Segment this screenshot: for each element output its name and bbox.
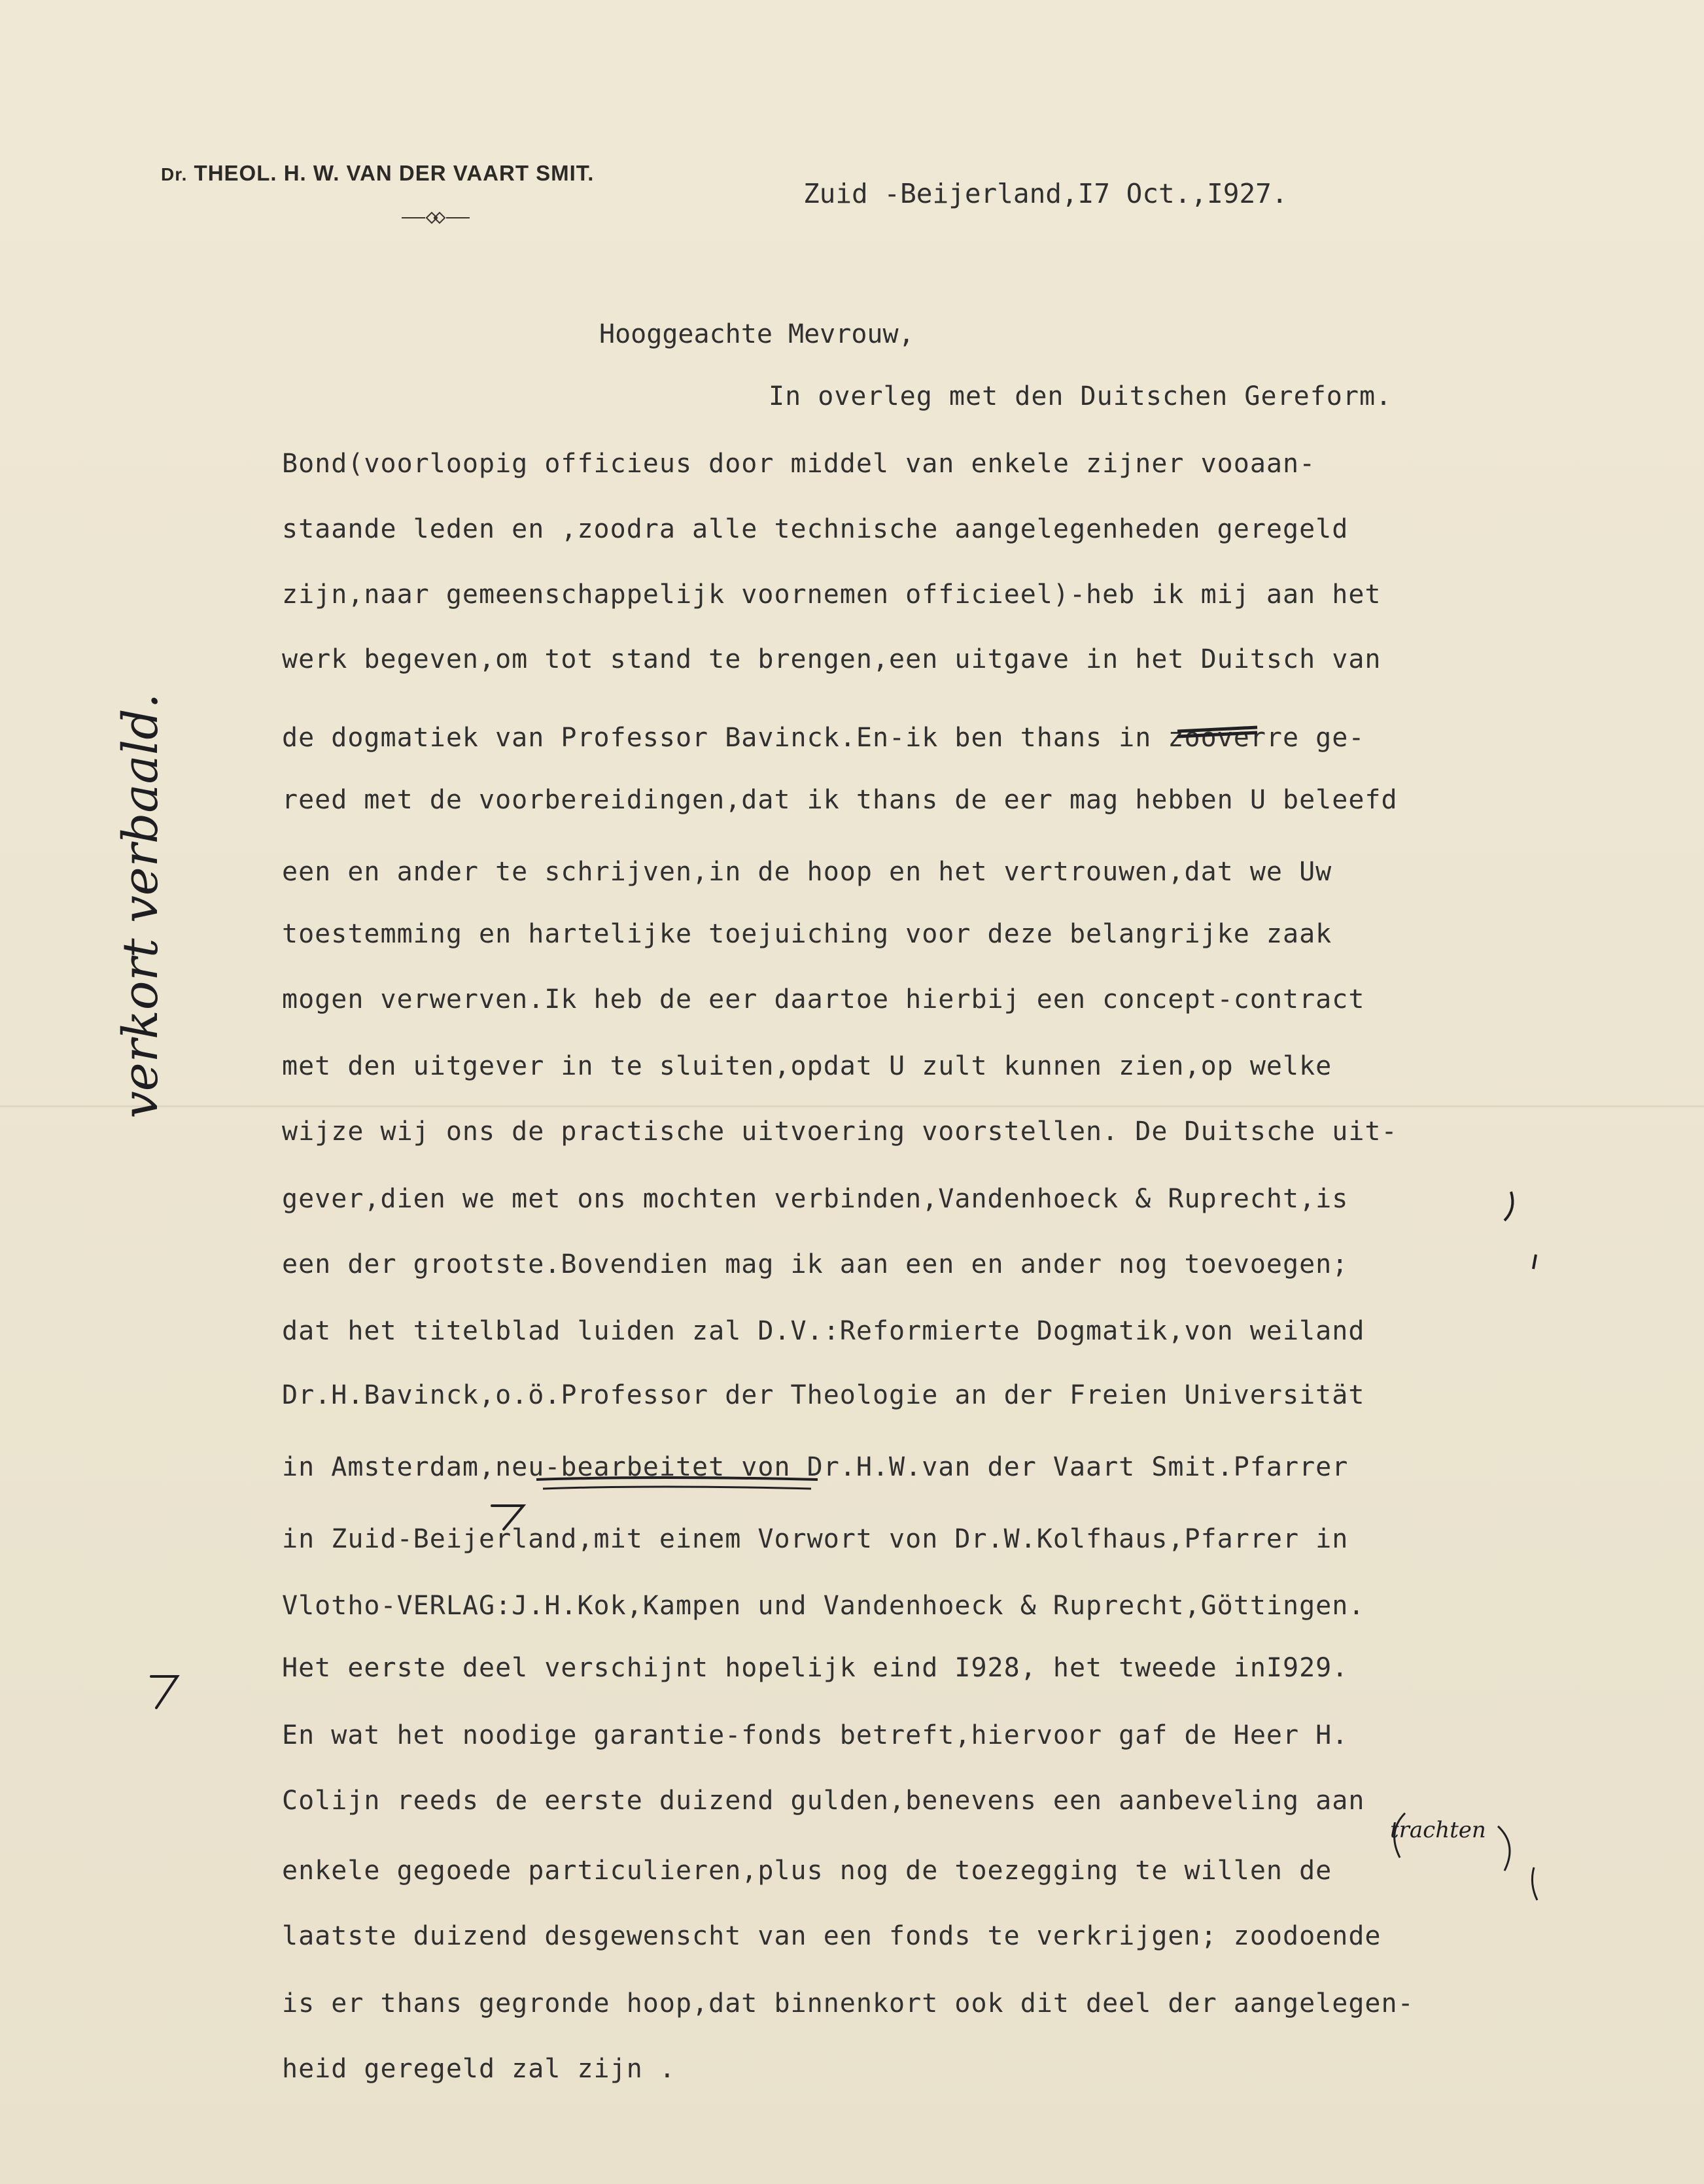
handwritten-interlinear-word: trachten (1390, 1817, 1486, 1843)
body-line: de dogmatiek van Professor Bavinck.En-ik ben thans in zooverre ge- (282, 723, 1365, 753)
body-line: reed met de voorbereidingen,dat ik thans de eer mag hebben U beleefd (282, 785, 1398, 815)
semicolon-mark (1533, 1255, 1536, 1269)
body-line: een en ander te schrijven,in de hoop en het vertrouwen,dat we Uw (282, 857, 1332, 887)
underline-mark (543, 1487, 811, 1489)
body-line: Dr.H.Bavinck,o.ö.Professor der Theologie an der Freien Universität (282, 1380, 1365, 1410)
body-line: mogen verwerven.Ik heb de eer daartoe hierbij een concept-contract (282, 984, 1365, 1014)
body-line: Bond(voorloopig officieus door middel van enkele zijner vooaan- (282, 449, 1316, 479)
body-line: zijn,naar gemeenschappelijk voornemen officieel)-heb ik mij aan het (282, 580, 1382, 610)
fold-line (0, 1105, 1704, 1107)
handwritten-margin-note: verkort verbaald. (113, 693, 169, 1118)
body-line: in Amsterdam,neu-bearbeitet von Dr.H.W.van der Vaart Smit.Pfarrer (282, 1452, 1349, 1482)
body-line: is er thans gegronde hoop,dat binnenkort ook dit deel der aangelegen- (282, 1988, 1414, 2019)
body-line: staande leden en ,zoodra alle technische aangelegenheden geregeld (282, 514, 1349, 544)
body-line: heid geregeld zal zijn . (282, 2054, 676, 2084)
dateline: Zuid -Beijerland,I7 Oct.,I927. (803, 178, 1288, 209)
body-line: wijze wij ons de practische uitvoering voorstellen. De Duitsche uit- (282, 1117, 1398, 1147)
body-line: met den uitgever in te sluiten,opdat U zult kunnen zien,op welke (282, 1051, 1332, 1081)
letterhead-prefix: Dr. (161, 164, 188, 184)
letterhead-name: THEOL. H. W. VAN DER VAART SMIT. (194, 161, 595, 185)
comma-mark (1504, 1192, 1512, 1221)
bracket-mark (1498, 1826, 1510, 1871)
insertion-mark (1532, 1867, 1537, 1900)
salutation: Hooggeachte Mevrouw, (599, 319, 914, 349)
body-line: dat het titelblad luiden zal D.V.:Reformierte Dogmatik,von weiland (282, 1316, 1365, 1346)
letterhead-ornament (400, 208, 471, 228)
body-line: toestemming en hartelijke toejuiching voor deze belangrijke zaak (282, 919, 1332, 949)
body-line: werk begeven,om tot stand te brengen,een uitgave in het Duitsch van (282, 644, 1382, 674)
body-line: En wat het noodige garantie-fonds betreft,hiervoor gaf de Heer H. (282, 1720, 1349, 1750)
body-line: laatste duizend desgewenscht van een fonds te verkrijgen; zoodoende (282, 1921, 1382, 1951)
body-line: In overleg met den Duitschen Gereform. (769, 381, 1393, 411)
body-line: een der grootste.Bovendien mag ik aan een en ander nog toevoegen; (282, 1249, 1349, 1279)
body-line: Colijn reeds de eerste duizend gulden,benevens een aanbeveling aan (282, 1786, 1365, 1816)
handwritten-margin-mark (147, 1671, 181, 1710)
body-line: in Zuid-Beijerland,mit einem Vorwort von Dr.W.Kolfhaus,Pfarrer in (282, 1524, 1349, 1554)
body-line: Het eerste deel verschijnt hopelijk eind I928, het tweede inI929. (282, 1653, 1349, 1683)
body-line: Vlotho-VERLAG:J.H.Kok,Kampen und Vandenhoeck & Ruprecht,Göttingen. (282, 1591, 1365, 1621)
letterhead (161, 161, 594, 186)
body-line: gever,dien we met ons mochten verbinden,Vandenhoeck & Ruprecht,is (282, 1184, 1349, 1214)
body-line: enkele gegoede particulieren,plus nog de toezegging te willen de (282, 1856, 1332, 1886)
